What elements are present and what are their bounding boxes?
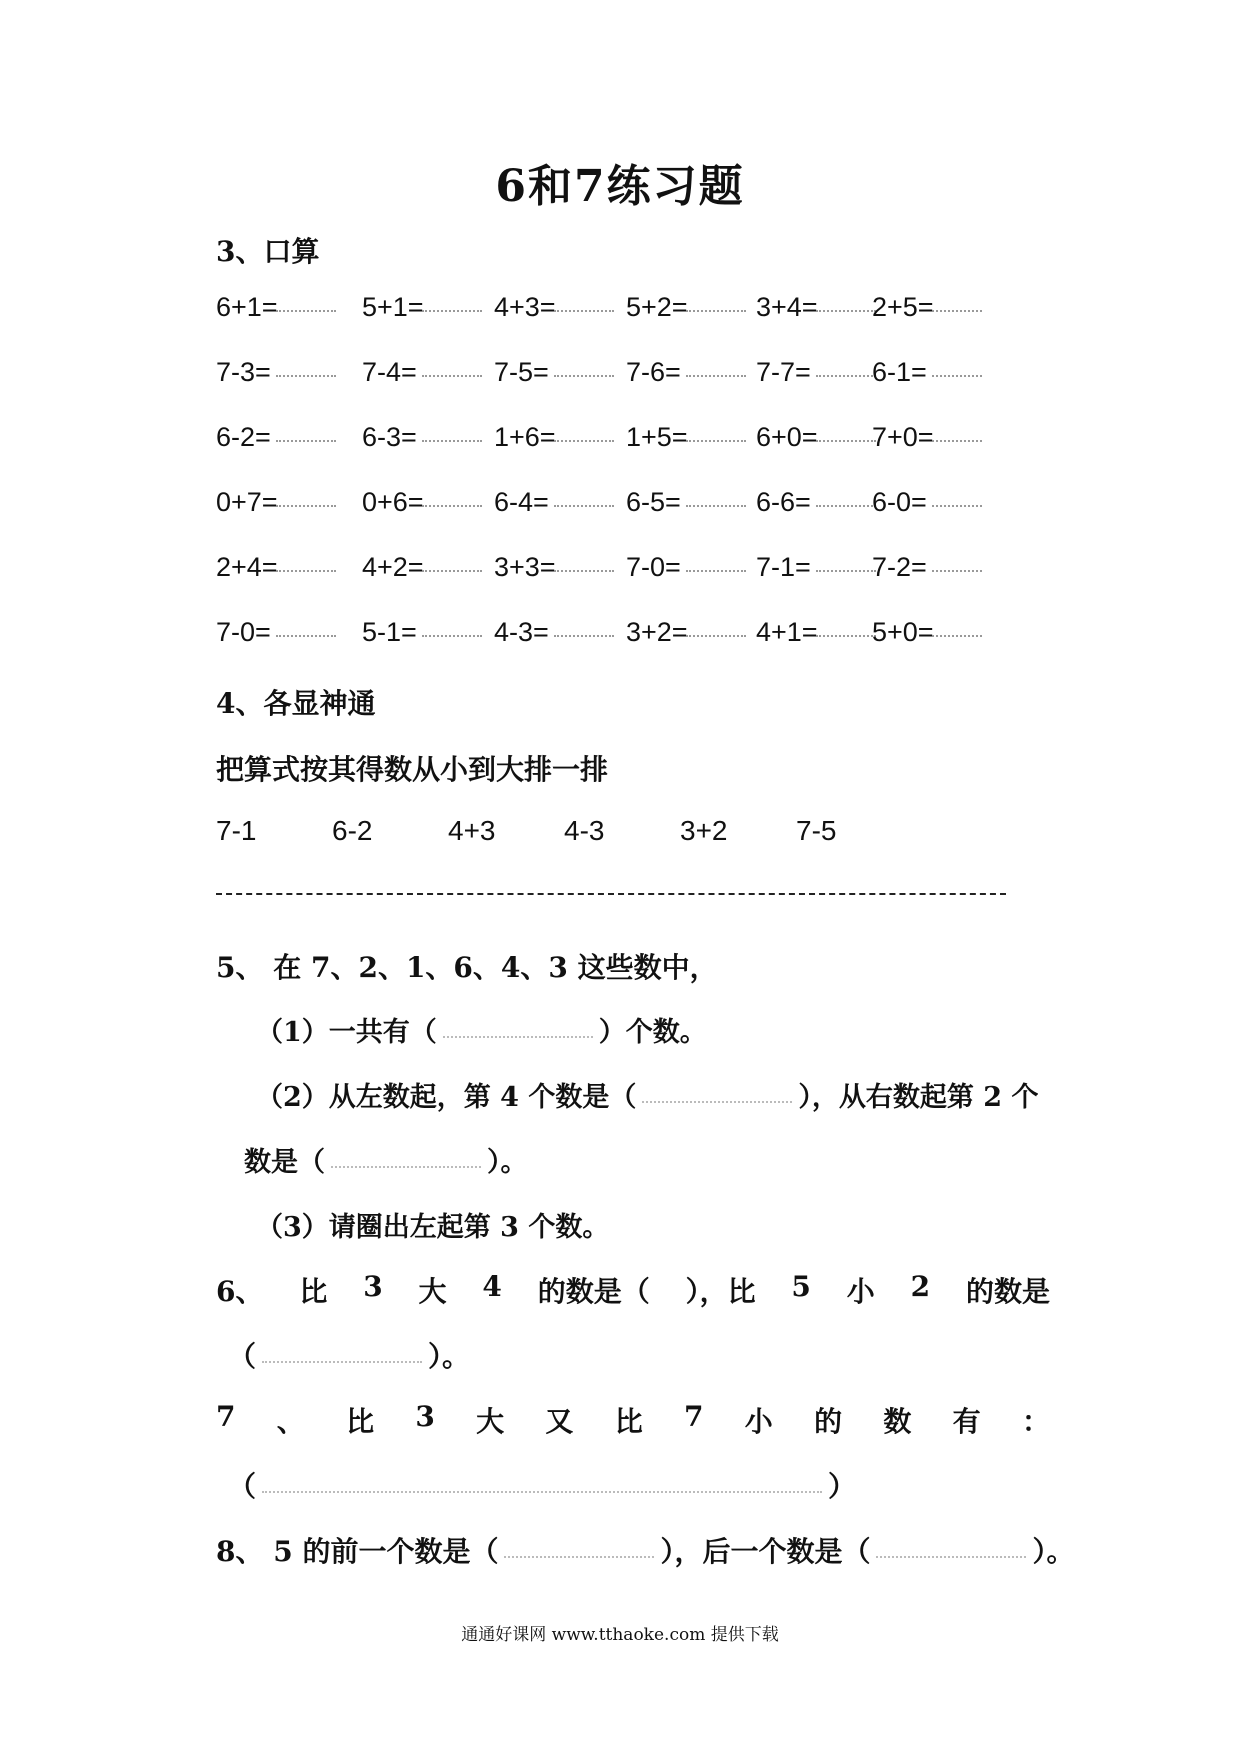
- question-8-text-b: ），后一个数是（: [660, 1535, 871, 1568]
- calc-row: [216, 485, 1016, 550]
- question-word: 2: [910, 1270, 931, 1303]
- answer-dots: [554, 568, 614, 572]
- answer-dots: [932, 568, 982, 572]
- question-word: 7: [684, 1400, 704, 1433]
- question-7-line-2: [228, 1465, 856, 1505]
- answer-dots: [276, 633, 336, 637]
- question-word: 又: [545, 1405, 574, 1438]
- calc-item: 0+6=: [362, 487, 424, 517]
- answer-dots: [554, 503, 614, 507]
- question-word: 、: [276, 1405, 305, 1438]
- section-3-heading: 3、口算: [216, 235, 320, 268]
- question-7-text-a: （: [228, 1470, 257, 1503]
- calc-item: 1+6=: [494, 422, 556, 452]
- question-word: 小: [846, 1275, 875, 1308]
- answer-line: [216, 893, 1006, 895]
- question-word: 比: [299, 1275, 328, 1308]
- question-5-2-text-d: ）。: [487, 1147, 528, 1178]
- answer-dots: [686, 633, 746, 637]
- question-word: 有: [952, 1405, 981, 1438]
- answer-dots: [276, 438, 336, 442]
- question-5-2-text-c: 数是（: [244, 1147, 325, 1178]
- answer-dots: [932, 373, 982, 377]
- calc-item: 7+0=: [872, 422, 934, 452]
- expression-list: [216, 815, 856, 851]
- calc-item: 7-0=: [626, 552, 681, 582]
- question-word: 数: [883, 1405, 912, 1438]
- expression-item: 7-1: [216, 815, 257, 846]
- question-word: 小: [744, 1405, 773, 1438]
- calc-item: 3+2=: [626, 617, 688, 647]
- answer-dots: [422, 308, 482, 312]
- question-word: 大: [476, 1405, 505, 1438]
- calc-item: 7-3=: [216, 357, 271, 387]
- answer-dots: [686, 308, 746, 312]
- question-word: 5: [791, 1270, 811, 1303]
- question-word: 4: [482, 1270, 502, 1303]
- calc-item: 5+1=: [362, 292, 424, 322]
- calc-row: [216, 615, 1016, 680]
- question-word: 大: [418, 1275, 447, 1308]
- mental-math-grid: [216, 290, 1016, 680]
- question-6-text-a: （: [228, 1340, 257, 1373]
- question-5-2-text-b: ），从右数起第 2 个: [798, 1082, 1039, 1113]
- question-word: ：: [1021, 1405, 1050, 1438]
- expression-item: 4-3: [564, 815, 605, 846]
- answer-dots: [932, 308, 982, 312]
- calc-item: 0+7=: [216, 487, 278, 517]
- question-5-3: （3）请圈出左起第 3 个数。: [256, 1212, 610, 1243]
- calc-item: 2+5=: [872, 292, 934, 322]
- calc-item: 4+2=: [362, 552, 424, 582]
- answer-dots: [816, 568, 876, 572]
- expression-item: 6-2: [332, 815, 373, 846]
- page-title: 6和7练习题: [495, 161, 745, 212]
- calc-item: 6-4=: [494, 487, 549, 517]
- calc-item: 4+1=: [756, 617, 818, 647]
- calc-item: 7-7=: [756, 357, 811, 387]
- answer-dots: [276, 568, 336, 572]
- calc-item: 7-4=: [362, 357, 417, 387]
- answer-dots: [932, 438, 982, 442]
- calc-item: 2+4=: [216, 552, 278, 582]
- calc-item: 5-1=: [362, 617, 417, 647]
- question-word: 3: [363, 1270, 383, 1303]
- answer-dots: [554, 373, 614, 377]
- question-8: [216, 1530, 1075, 1570]
- calc-row: [216, 355, 1016, 420]
- question-word: 7: [216, 1400, 236, 1433]
- calc-item: 1+5=: [626, 422, 688, 452]
- calc-item: 7-0=: [216, 617, 271, 647]
- question-7-line-1: [216, 1400, 1050, 1440]
- answer-dots: [276, 373, 336, 377]
- calc-item: 4-3=: [494, 617, 549, 647]
- calc-item: 7-5=: [494, 357, 549, 387]
- question-6-line-2: [228, 1335, 470, 1375]
- answer-dots: [816, 438, 876, 442]
- calc-item: 3+4=: [756, 292, 818, 322]
- section-4-heading: 4、各显神通: [216, 687, 376, 720]
- calc-item: 6-0=: [872, 487, 927, 517]
- question-word: 6、: [216, 1275, 264, 1308]
- question-word: 比: [346, 1405, 375, 1438]
- question-5-1: [256, 1010, 707, 1049]
- answer-dots: [554, 633, 614, 637]
- question-5-2-line-2: [244, 1140, 528, 1179]
- answer-dots: [816, 373, 876, 377]
- calc-item: 6+1=: [216, 292, 278, 322]
- answer-dots: [554, 308, 614, 312]
- question-word: 3: [415, 1400, 435, 1433]
- answer-dots: [554, 438, 614, 442]
- calc-item: 4+3=: [494, 292, 556, 322]
- answer-dots: [816, 503, 876, 507]
- answer-blank: [331, 1160, 481, 1168]
- answer-dots: [276, 503, 336, 507]
- question-6-line-1: [216, 1270, 1050, 1310]
- calc-item: 6-3=: [362, 422, 417, 452]
- answer-blank: [504, 1550, 654, 1558]
- answer-dots: [686, 568, 746, 572]
- calc-row: [216, 550, 1016, 615]
- question-5-1-text-a: （1）一共有（: [256, 1017, 437, 1048]
- question-word: 的数是: [965, 1275, 1050, 1308]
- answer-dots: [422, 373, 482, 377]
- answer-blank: [262, 1485, 822, 1493]
- answer-dots: [816, 633, 876, 637]
- answer-dots: [686, 438, 746, 442]
- calc-item: 6-2=: [216, 422, 271, 452]
- answer-blank: [876, 1550, 1026, 1558]
- calc-item: 6-6=: [756, 487, 811, 517]
- calc-item: 7-1=: [756, 552, 811, 582]
- answer-blank: [443, 1030, 593, 1038]
- question-word: ），比: [685, 1275, 756, 1308]
- section-4-instruction: 把算式按其得数从小到大排一排: [216, 753, 609, 786]
- question-word: 的: [814, 1405, 843, 1438]
- footer-source: 通通好课网 www.tthaoke.com 提供下载: [461, 1625, 779, 1645]
- calc-item: 5+2=: [626, 292, 688, 322]
- question-5-2-line-1: [256, 1075, 1038, 1114]
- answer-dots: [422, 633, 482, 637]
- question-8-text-c: ）。: [1032, 1535, 1075, 1568]
- expression-item: 3+2: [680, 815, 728, 846]
- question-word: 比: [614, 1405, 643, 1438]
- calc-row: [216, 420, 1016, 485]
- calc-item: 7-6=: [626, 357, 681, 387]
- question-8-text-a: 8、 5 的前一个数是（: [216, 1535, 499, 1568]
- expression-item: 7-5: [796, 815, 837, 846]
- answer-dots: [422, 503, 482, 507]
- calc-item: 5+0=: [872, 617, 934, 647]
- answer-dots: [422, 438, 482, 442]
- question-5-1-text-b: ）个数。: [598, 1017, 707, 1048]
- answer-blank: [642, 1095, 792, 1103]
- expression-item: 4+3: [448, 815, 496, 846]
- calc-row: [216, 290, 1016, 355]
- calc-item: 6+0=: [756, 422, 818, 452]
- answer-dots: [686, 373, 746, 377]
- section-5-intro: 5、 在 7、2、1、6、4、3 这些数中，: [216, 951, 718, 984]
- calc-item: 7-2=: [872, 552, 927, 582]
- answer-dots: [816, 308, 876, 312]
- answer-dots: [932, 633, 982, 637]
- answer-dots: [276, 308, 336, 312]
- answer-blank: [262, 1355, 422, 1363]
- question-6-text-b: ）。: [428, 1340, 471, 1373]
- answer-dots: [932, 503, 982, 507]
- question-word: 的数是（: [537, 1275, 650, 1308]
- answer-dots: [686, 503, 746, 507]
- question-7-text-b: ）: [828, 1470, 857, 1503]
- answer-dots: [422, 568, 482, 572]
- calc-item: 6-5=: [626, 487, 681, 517]
- calc-item: 3+3=: [494, 552, 556, 582]
- question-5-2-text-a: （2）从左数起，第 4 个数是（: [256, 1082, 637, 1113]
- calc-item: 6-1=: [872, 357, 927, 387]
